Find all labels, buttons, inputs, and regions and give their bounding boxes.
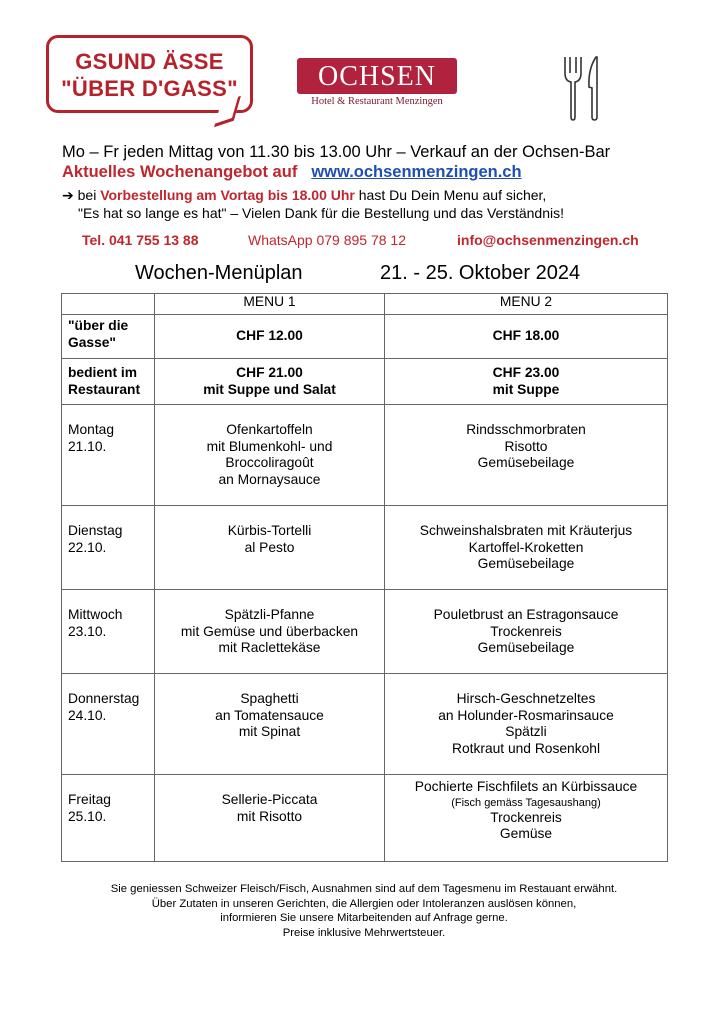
footer-line: Über Zutaten in unseren Gerichten, die Allergien oder Intoleranzen auslösen können, [151,897,577,910]
thursday-menu-2 [385,674,668,775]
day-name: Dienstag [68,523,123,538]
day-name: Mittwoch [68,607,123,622]
thursday-menu-1 [155,674,385,775]
monday-menu-2 [385,405,668,506]
table-header-row [62,294,668,315]
monday-menu-1 [155,405,385,506]
day-cell-monday [62,405,155,506]
dish-line: Gemüsebeilage [477,455,575,471]
dish-line: an Tomatensauce [215,707,324,723]
takeaway-price-menu-2: CHF 18.00 [385,315,668,359]
email-link[interactable]: info@ochsenmenzingen.ch [457,232,639,248]
dish-line: an Holunder-Rosmarinsauce [438,707,614,723]
dish-line: Ofenkartoffeln [226,422,313,437]
header-menu-1: MENU 1 [155,294,385,315]
table-row-friday [62,775,668,862]
dish-line: Gemüsebeilage [477,556,575,572]
dish-line: Pochierte Fischfilets an Kürbissauce [414,779,638,794]
takeaway-label: "über die Gasse" [62,315,155,359]
badge-line-1: GSUND ÄSSE [75,49,224,74]
thanks-line: "Es hat so lange es hat" – Vielen Dank für die Bestellung und das Verständnis! [78,205,564,221]
tuesday-menu-1 [155,506,385,590]
restaurant-price-menu-1-amount: CHF 21.00 [236,364,303,380]
day-name: Montag [68,422,115,437]
dish-line: Spätzli-Pfanne [224,607,315,622]
weekly-offer-text: Aktuelles Wochenangebot auf [62,163,298,181]
dish-line: mit Blumenkohl- und [206,438,333,454]
restaurant-price-menu-1 [155,359,385,405]
restaurant-price-menu-2 [385,359,668,405]
menu-table [61,293,668,862]
badge-line-2: "ÜBER D'GASS" [61,76,238,101]
header-menu-2: MENU 2 [385,294,668,315]
footer-notes [61,882,667,940]
phone-number[interactable]: Tel. 041 755 13 88 [82,232,199,248]
restaurant-label-line-1: bedient im [68,364,137,380]
dish-line: Trockenreis [490,623,562,639]
day-cell-tuesday [62,506,155,590]
day-date: 24.10. [68,707,107,723]
wednesday-menu-2 [385,590,668,674]
day-date: 21.10. [68,438,107,454]
menu-plan-title: Wochen-Menüplan [135,262,303,284]
dish-line: Hirsch-Geschnetzeltes [456,691,596,706]
day-date: 25.10. [68,808,107,824]
dish-line: al Pesto [244,539,295,555]
ochsen-logo [297,58,457,107]
dish-line: mit Risotto [236,808,303,824]
dish-line: Rotkraut und Rosenkohl [451,741,601,757]
dish-line: Kartoffel-Kroketten [468,539,584,555]
restaurant-price-menu-2-note: mit Suppe [492,381,560,397]
logo-subtitle: Hotel & Restaurant Menzingen [311,96,443,107]
dish-line: mit Spinat [238,724,301,740]
opening-hours: Mo – Fr jeden Mittag von 11.30 bis 13.00 Uhr – Verkauf an der Ochsen-Bar [62,143,611,161]
table-row-wednesday [62,590,668,674]
footer-line: informieren Sie unsere Mitarbeitenden auf Anfrage gerne. [220,912,508,924]
dish-line: Kürbis-Tortelli [227,523,312,538]
day-date: 23.10. [68,623,107,639]
dish-line: Trockenreis [490,809,562,825]
restaurant-price-row [62,359,668,405]
day-cell-wednesday [62,590,155,674]
whatsapp-number[interactable]: WhatsApp 079 895 78 12 [248,232,407,248]
takeaway-price-row [62,315,668,359]
gsund-asse-badge [46,35,253,113]
dish-line: Sellerie-Piccata [221,792,318,807]
day-date: 22.10. [68,539,107,555]
preorder-deadline: Vorbestellung am Vortag bis 18.00 Uhr [100,187,355,203]
dish-line: an Mornaysauce [218,472,321,488]
dish-line: Spätzli [505,724,547,740]
dish-line: Broccoliragoût [225,455,314,471]
dish-line: Rindsschmorbraten [466,422,586,437]
dish-line: Risotto [504,438,548,454]
friday-menu-2 [385,775,668,862]
logo-name: OCHSEN [297,58,457,94]
dish-line: Pouletbrust an Estragonsauce [433,607,619,622]
dish-line: Spaghetti [240,691,299,706]
day-cell-friday [62,775,155,862]
table-row-monday [62,405,668,506]
takeaway-price-menu-1: CHF 12.00 [155,315,385,359]
footer-line: Preise inklusive Mehrwertsteuer. [282,926,446,939]
restaurant-price-menu-1-note: mit Suppe und Salat [203,381,336,397]
tuesday-menu-2 [385,506,668,590]
preorder-prefix: bei [73,187,101,203]
day-cell-thursday [62,674,155,775]
restaurant-label-line-2: Restaurant [68,381,141,397]
preorder-line [62,187,546,204]
table-row-thursday [62,674,668,775]
footer-line: Sie geniessen Schweizer Fleisch/Fisch, Ausnahmen sind auf dem Tagesmenu im Restauant erwähnt. [110,883,618,895]
dish-line: Schweinshalsbraten mit Kräuterjus [419,523,633,538]
dish-line: Gemüse [499,826,553,842]
dish-note: (Fisch gemäss Tagesaushang) [451,796,601,809]
table-row-tuesday [62,506,668,590]
wednesday-menu-1 [155,590,385,674]
restaurant-label [62,359,155,405]
weekly-offer-line [62,163,522,182]
day-name: Freitag [68,792,111,807]
fork-knife-icon [562,55,604,121]
dish-line: Gemüsebeilage [477,640,575,656]
day-name: Donnerstag [68,691,140,706]
restaurant-price-menu-2-amount: CHF 23.00 [492,364,560,380]
header-empty-cell [62,294,155,315]
arrow-icon: ➔ [62,187,74,203]
dish-line: mit Raclettekäse [218,640,321,656]
friday-menu-1 [155,775,385,862]
dish-line: mit Gemüse und überbacken [180,623,359,639]
website-link[interactable]: www.ochsenmenzingen.ch [311,163,522,181]
menu-plan-dates: 21. - 25. Oktober 2024 [380,262,581,284]
preorder-suffix: hast Du Dein Menu auf sicher, [354,187,547,203]
